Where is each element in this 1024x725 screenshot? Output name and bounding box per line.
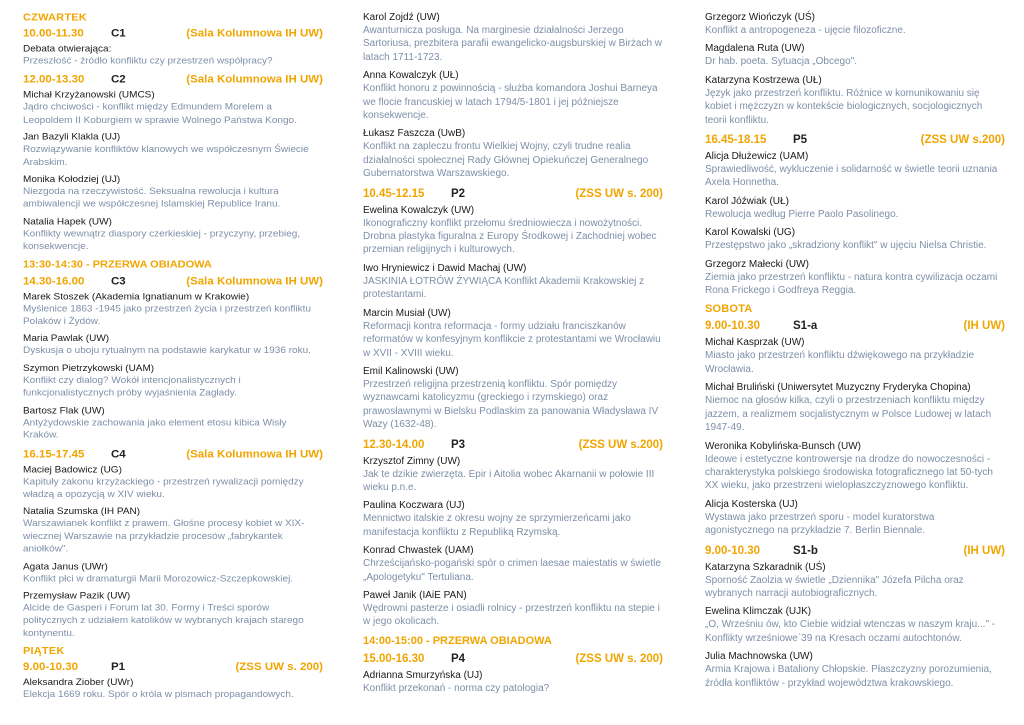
- talk-entry: [23, 290, 323, 330]
- talk-entry: [705, 149, 1005, 192]
- session-code: C3: [111, 275, 126, 287]
- session-room: (IH UW): [963, 320, 1005, 333]
- speaker-name: Adrianna Smurzyńska (UJ): [363, 669, 483, 681]
- talk-entry: [363, 668, 663, 697]
- session-time: 10.45-12.15: [363, 187, 425, 200]
- speaker-name: Konrad Chwastek (UAM): [363, 545, 474, 557]
- talk-entry: [705, 335, 1005, 378]
- session-code: P2: [451, 187, 466, 200]
- session-time: 16.15-17.45: [23, 448, 85, 460]
- talk-title: Warszawianek konflikt z prawem. Głośne procesy kobiet w XIX-wiecznej Warszawie na przykładzie procesów „fabrykantek aniołków".: [23, 518, 305, 555]
- session-header: [23, 25, 323, 42]
- session-code: P5: [793, 134, 808, 147]
- day-heading: SOBOTA: [705, 303, 753, 316]
- talk-entry: [705, 649, 1005, 692]
- speaker-name: Jan Bazyli Klakla (UJ): [23, 132, 121, 143]
- session-room: (ZSS UW s. 200): [575, 652, 663, 665]
- speaker-name: Anna Kowalczyk (UŁ): [363, 70, 459, 82]
- talk-entry: [705, 73, 1005, 129]
- session-room: (Sala Kolumnowa IH UW): [186, 27, 323, 40]
- talk-entry: [23, 559, 323, 587]
- session-room: (ZSS UW s.200): [920, 134, 1005, 147]
- session-room: (ZSS UW s.200): [578, 438, 663, 451]
- talk-title: „O, Wrześniu ów, kto Ciebie widział wtenczas w naszym kraju..." - Konflikty wrześniowe`39 na Kresach oczami autochtonów.: [705, 619, 996, 644]
- talk-entry: [705, 560, 1005, 603]
- talk-title: Jądro chciwości - konflikt między Edmundem Morelem a Leopoldem II Koburgiem w sprawie Wolnego Państwa Kongo.: [23, 102, 297, 126]
- session-code: P4: [451, 652, 466, 665]
- speaker-name: Iwo Hryniewicz i Dawid Machaj (UW): [363, 262, 527, 274]
- talk-title: Awanturnicza posługa. Na marginesie działalności Jerzego Sartoriusa, prezbitera parafii ewangelicko-augsburskiej w Birżach w latach 1711-1723.: [363, 25, 663, 63]
- session-time: 12.00-13.30: [23, 74, 85, 86]
- talk-title: Kapituły zakonu krzyżackiego - przestrzeń rywalizacji pomiędzy władzą a opozycją w XIV wieku.: [23, 476, 304, 500]
- talk-entry: [363, 10, 663, 66]
- speaker-name: Aleksandra Ziober (UWr): [23, 677, 134, 688]
- column-3: [705, 10, 1005, 694]
- session-header: [705, 317, 1005, 335]
- talk-title: Dyskusja o uboju rytualnym na podstawie karykatur w 1936 roku.: [23, 346, 311, 357]
- session-code: C1: [111, 27, 126, 40]
- talk-title: Niezgoda na rzeczywistość. Seksualna rewolucja i kultura ambiwalencji we współczesnej Islamskiej Republice Iranu.: [23, 186, 281, 210]
- talk-title: Alcide de Gasperi i Forum lat 30. Formy i Treści sporów politycznych z udziałem katolików w wybranych krajach starego kontynentu.: [23, 603, 304, 639]
- session-code: S1-b: [793, 544, 818, 557]
- talk-title: Rewolucja według Pierre Paolo Pasolinego.: [705, 208, 899, 220]
- speaker-name: Maciej Badowicz (UG): [23, 464, 122, 475]
- talk-entry: [23, 676, 323, 704]
- session-header: [23, 273, 323, 290]
- talk-title: JASKINIA ŁOTRÓW ŻYWIĄCA Konflikt Akademii Krakowskiej z protestantami.: [363, 275, 645, 301]
- session-room: (IH UW): [963, 544, 1005, 557]
- talk-title: Wystawa jako przestrzeń sporu - model kuratorstwa agonistycznego na przykładzie 7. Berlin Biennale.: [705, 511, 935, 537]
- talk-title: Ideowe i estetyczne kontrowersje na drodze do nowoczesności - charakterystyka polskiego środowiska fotograficznego lat 50-tych XX wieku, jako przestrzeni wielopłaszczyznowego konfliktu.: [705, 453, 993, 492]
- session-header: [23, 659, 323, 676]
- talk-title: Konflikt płci w dramaturgii Marii Morozowicz-Szczepkowskiej.: [23, 573, 294, 584]
- talk-entry: [705, 439, 1005, 495]
- session-code: C4: [111, 448, 126, 460]
- talk-title: Przestrzeń religijna przestrzenią konfliktu. Spór pomiędzy wyznawcami katolicyzmu (greckiego i rzymskiego) oraz prawosławnymi w Bielsku Podlaskim za panowania Władysława IV Wazy (1632-48).: [363, 378, 659, 431]
- talk-title: Jak te dzikie zwierzęta. Epir i Aitolia wobec Akarnanii w połowie III wieku p.n.e.: [363, 468, 655, 493]
- session-time: 16.45-18.15: [705, 134, 767, 147]
- talk-entry: [363, 203, 663, 259]
- talk-entry: [363, 454, 663, 497]
- speaker-name: Natalia Hapek (UW): [23, 216, 112, 227]
- talk-title: Rozwiązywanie konfliktów klanowych we współczesnym Świecie Arabskim.: [23, 144, 309, 168]
- talk-entry: [363, 588, 663, 631]
- session-time: 9.00-10.30: [705, 320, 760, 333]
- speaker-name: Katarzyna Szkaradnik (UŚ): [705, 561, 826, 573]
- lunch-break: 14:00-15:00 - PRZERWA OBIADOWA: [363, 634, 552, 647]
- talk-title: Myślenice 1863 -1945 jako przestrzeń życia i przestrzeń konfliktu Polaków i Żydów.: [23, 303, 311, 327]
- talk-entry: [363, 126, 663, 182]
- session-time: 15.00-16.30: [363, 652, 425, 665]
- speaker-name: Grzegorz Wiończyk (UŚ): [705, 12, 816, 23]
- talk-title: Wędrowni pasterze i osiadli rolnicy - przestrzeń konfliktu na stepie i w jego okolicach.: [363, 602, 660, 628]
- session-room: (ZSS UW s. 200): [235, 661, 323, 673]
- talk-title: Konflikt na zapleczu frontu Wielkiej Wojny, czyli trudne realia działalności społecznej Rady Głównej Opiekuńczej Generalnego Gubernatorstwa Warszawskiego.: [363, 141, 649, 180]
- talk-title: Ziemia jako przestrzeń konfliktu - natura kontra cywilizacja oczami Rona Frickego i Godfreya Reggia.: [705, 271, 998, 297]
- session-code: P1: [111, 661, 126, 673]
- speaker-name: Karol Zojdź (UW): [363, 12, 440, 23]
- session-room: (ZSS UW s. 200): [575, 187, 663, 200]
- talk-entry: [23, 88, 323, 128]
- speaker-name: Szymon Pietrzykowski (UAM): [23, 363, 155, 374]
- speaker-name: Karol Kowalski (UG): [705, 227, 796, 239]
- talk-title: Konflikt a antropogeneza - ujęcie filozoficzne.: [705, 25, 906, 36]
- talk-title: Sporność Zaolzia w świetle „Dziennika" Józefa Pilcha oraz wybranych narracji autobiograficznych.: [705, 574, 964, 599]
- talk-entry: [705, 380, 1005, 436]
- talk-title: Niemoc na głosów kilka, czyli o przestrzeniach konfliktu między jazzem, a realizmem socjalistycznym w Polsce Ludowej w latach 1947-49.: [705, 395, 992, 434]
- talk-entry: [363, 68, 663, 124]
- talk-title: Armia Krajowa i Bataliony Chłopskie. Płaszczyzny porozumienia, źródła konfliktów - przykład województwa krakowskiego.: [705, 664, 992, 689]
- talk-title: Dr hab. poeta. Sytuacja „Obcego".: [705, 56, 857, 68]
- session-code: P3: [451, 438, 466, 451]
- talk-title: Przeszłość - źródło konfliktu czy przestrzeń współpracy?: [23, 56, 273, 67]
- talk-title: Miasto jako przestrzeń konfliktu dźwiękowego na przykładzie Wrocławia.: [705, 350, 975, 375]
- session-header: [363, 436, 663, 454]
- speaker-name: Natalia Szumska (IH PAN): [23, 506, 141, 517]
- speaker-name: Ewelina Kowalczyk (UW): [363, 204, 475, 216]
- speaker-name: Grzegorz Małecki (UW): [705, 258, 809, 270]
- session-time: 14.30-16.00: [23, 275, 85, 287]
- talk-entry: [705, 497, 1005, 540]
- talk-entry: [23, 332, 323, 360]
- speaker-name: Monika Kołodziej (UJ): [23, 174, 121, 185]
- session-time: 9.00-10.30: [23, 661, 78, 673]
- talk-entry: [705, 10, 1005, 39]
- session-header: [363, 185, 663, 203]
- talk-entry: [705, 604, 1005, 647]
- talk-title: Mennictwo italskie z okresu wojny ze sprzymierzeńcami jako manifestacja konfliktu z Republiką Rzymską.: [363, 513, 631, 538]
- talk-title: Reformacji kontra reformacja - formy udziału franciszkanów reformatów w konfesyjnym konflikcie z protestantami we Wrocławiu w XVII - XVIII wieku.: [363, 320, 661, 359]
- talk-title: Konflikt czy dialog? Wokół intencjonalistycznych i funkcjonalistycznych próby wyjaśnienia Zagłady.: [23, 375, 241, 399]
- speaker-name: Alicja Kosterska (UJ): [705, 498, 798, 510]
- session-time: 10.00-11.30: [23, 27, 84, 40]
- talk-entry: [363, 306, 663, 362]
- day-heading: CZWARTEK: [23, 11, 87, 24]
- talk-title: Konflikt honoru z powinnością - służba komandora Joshui Barneya we flocie francuskiej w latach 1794/5-1801 i jej późniejsze konsekwencje.: [363, 83, 658, 122]
- talk-title: Konflikty wewnątrz diaspory czerkieskiej - przyczyny, przebieg, konsekwencje.: [23, 228, 301, 252]
- talk-entry: [23, 404, 323, 444]
- talk-entry: [23, 173, 323, 213]
- speaker-name: Bartosz Flak (UW): [23, 405, 105, 416]
- day-heading: PIĄTEK: [23, 645, 65, 657]
- talk-title: Elekcja 1669 roku. Spór o króla w pismach propagandowych.: [23, 689, 294, 701]
- talk-entry: [23, 589, 323, 642]
- session-code: S1-a: [793, 320, 818, 333]
- speaker-name: Michał Kasprzak (UW): [705, 337, 805, 349]
- speaker-name: Weronika Kobylińska-Bunsch (UW): [705, 440, 861, 452]
- talk-entry: [23, 361, 323, 401]
- talk-entry: [705, 225, 1005, 254]
- session-time: 9.00-10.30: [705, 544, 760, 557]
- talk-entry: [23, 463, 323, 503]
- talk-entry: [23, 42, 323, 70]
- column-1: [23, 10, 323, 705]
- talk-title: Język jako przestrzeń konfliktu. Różnice w komunikowaniu się kobiet i mężczyzn w kontekście biologicznych, socjologicznych teorii konfliktu.: [705, 87, 983, 126]
- talk-title: Antyżydowskie zachowania jako element etosu kibica Wisły Kraków.: [23, 417, 287, 441]
- speaker-name: Marek Stoszek (Akademia Ignatianum w Krakowie): [23, 291, 250, 303]
- speaker-name: Łukasz Faszcza (UwB): [363, 128, 466, 140]
- talk-title: Sprawiedliwość, wykluczenie i solidarność w świetle teorii uznania Axela Honnetha.: [705, 164, 998, 189]
- session-room: (Sala Kolumnowa IH UW): [186, 74, 323, 86]
- speaker-name: Maria Pawlak (UW): [23, 333, 110, 345]
- session-header: [705, 542, 1005, 560]
- talk-entry: [23, 505, 323, 558]
- talk-title: Konflikt przekonań - norma czy patologia?: [363, 682, 550, 694]
- column-2: [363, 10, 663, 699]
- session-header: [23, 446, 323, 463]
- session-code: C2: [111, 74, 126, 86]
- talk-entry: [705, 41, 1005, 70]
- speaker-name: Marcin Musiał (UW): [363, 307, 451, 319]
- speaker-name: Krzysztof Zimny (UW): [363, 455, 461, 467]
- session-header: [363, 650, 663, 668]
- lunch-break: 13:30-14:30 - PRZERWA OBIADOWA: [23, 258, 212, 271]
- session-header: [23, 71, 323, 88]
- talk-entry: [363, 543, 663, 586]
- talk-title: Przestępstwo jako „skradziony konflikt" w ujęciu Nielsa Christie.: [705, 240, 987, 252]
- talk-entry: [23, 131, 323, 171]
- session-room: (Sala Kolumnowa IH UW): [186, 275, 323, 287]
- speaker-name: Przemysław Pazik (UW): [23, 590, 131, 602]
- speaker-name: Michał Krzyżanowski (UMCS): [23, 90, 155, 101]
- speaker-name: Alicja Dłużewicz (UAM): [705, 151, 809, 163]
- speaker-name: Karol Jóźwiak (UŁ): [705, 195, 789, 207]
- talk-title: Chrześcijańsko-pogański spór o crimen laesae maiestatis w świetle „Apologetyku" Tertuliana.: [363, 558, 661, 583]
- session-header: [705, 131, 1005, 149]
- speaker-name: Ewelina Klimczak (UJK): [705, 606, 812, 618]
- speaker-name: Paulina Koczwara (UJ): [363, 500, 465, 512]
- speaker-name: Magdalena Ruta (UW): [705, 43, 805, 55]
- talk-entry: [363, 261, 663, 304]
- speaker-name: Michał Bruliński (Uniwersytet Muzyczny Fryderyka Chopina): [705, 382, 971, 394]
- talk-entry: [23, 215, 323, 255]
- talk-entry: [363, 498, 663, 541]
- speaker-name: Julia Machnowska (UW): [705, 651, 813, 663]
- speaker-name: Agata Janus (UWr): [23, 561, 108, 572]
- talk-title: Ikonograficzny konflikt przełomu średniowiecza i nowożytności. Drobna plastyka figuralna z Europy Środkowej i Zachodniej wobec przemian religijnych i kulturowych.: [363, 217, 657, 256]
- talk-entry: [705, 257, 1005, 300]
- talk-entry: [363, 364, 663, 434]
- talk-entry: [705, 194, 1005, 223]
- speaker-name: Emil Kalinowski (UW): [363, 365, 459, 377]
- speaker-name: Debata otwierająca:: [23, 43, 112, 55]
- speaker-name: Paweł Janik (IAiE PAN): [363, 589, 467, 601]
- session-room: (Sala Kolumnowa IH UW): [186, 448, 323, 460]
- speaker-name: Katarzyna Kostrzewa (UŁ): [705, 74, 822, 86]
- session-time: 12.30-14.00: [363, 438, 425, 451]
